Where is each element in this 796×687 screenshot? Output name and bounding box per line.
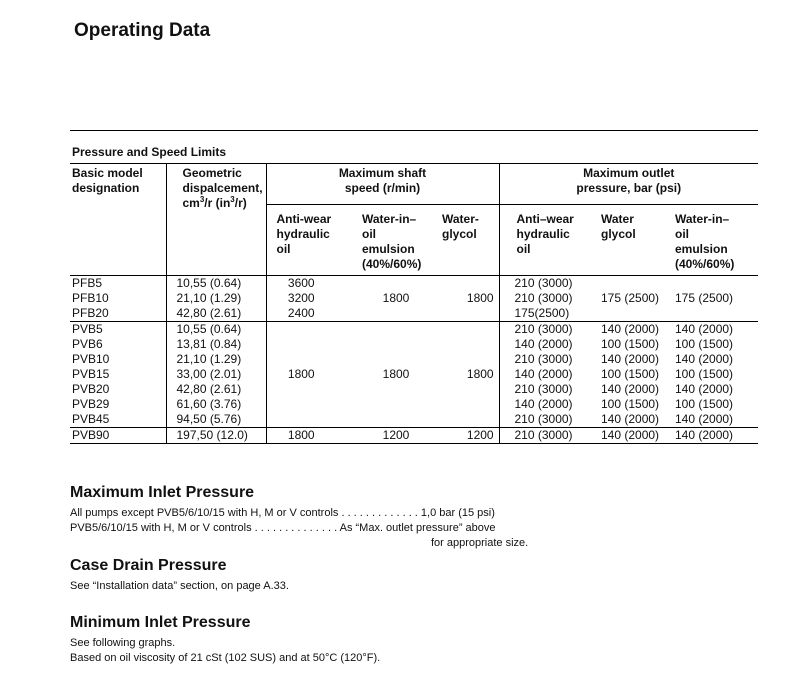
header-speed-water-in-oil: Water-in– oil emulsion (40%/60%) [350,205,430,276]
models-cell: PVB90 [72,428,110,442]
min-inlet-line-2: Based on oil viscosity of 21 cSt (102 SUS) and at 50°C (120°F). [70,652,381,664]
header-speed-antiwear: Anti-wear hydraulic oil [266,205,350,276]
table-row [70,428,758,444]
header-pressure-antiwear: Anti–wear hydraulic oil [499,205,583,276]
header-displacement: Geometric dispalcement, $cm^3/r$ $(in^3/r)$ [166,164,266,276]
pressure-antiwear-cell: 210 (3000) [499,428,583,444]
displacement-cell: 197,50 (12.0) [166,428,266,444]
models-cell: PFB5 PFB10 PFB20 [72,276,109,320]
pressure-water-glycol-cell: 140 (2000) 100 (1500) 140 (2000) 100 (1500) 140 (2000) 100 (1500) 140 (2000) [601,322,660,426]
speed-antiwear-cell: 3600 3200 2400 [266,276,350,322]
header-pressure-group: Maximum outlet pressure, bar (psi) [499,164,758,205]
pressure-water-in-oil-cell: 140 (2000) 100 (1500) 140 (2000) 100 (1500) 140 (2000) 100 (1500) 140 (2000) [675,322,734,426]
pressure-antiwear-cell: 210 (3000) 140 (2000) 210 (3000) 140 (2000) 210 (3000) 140 (2000) 210 (3000) [499,322,583,428]
header-speed-water-glycol: Water- glycol [430,205,499,276]
pressure-antiwear-cell: 210 (3000) 210 (3000) 175(2500) [499,276,583,322]
models-cell: PVB5 PVB6 PVB10 PVB15 PVB20 PVB29 PVB45 [72,322,110,426]
page-title: Operating Data [74,20,211,41]
pressure-speed-table [70,130,758,444]
speed-water-in-oil-cell: 1800 [382,291,410,305]
max-inlet-line-2: PVB5/6/10/15 with H, M or V controls . . . . . . . . . . . . . . As “Max. outlet pressure” above [70,522,496,534]
case-drain-section [70,556,760,594]
min-inlet-heading: Minimum Inlet Pressure [70,614,251,631]
min-inlet-section [70,613,760,666]
speed-water-in-oil-cell: 1200 [382,428,410,442]
table-row [70,276,758,322]
max-inlet-line-1: All pumps except PVB5/6/10/15 with H, M or V controls . . . . . . . . . . . . . 1,0 bar (15 psi) [70,507,495,519]
header-pressure-water-in-oil: Water-in– oil emulsion (40%/60%) [661,205,758,276]
speed-water-glycol-cell: 1800 [466,367,494,381]
max-inlet-line-3: for appropriate size. [431,537,529,549]
speed-water-glycol-cell: 1800 [466,291,494,305]
speed-antiwear-cell: 1800 [266,322,350,428]
max-inlet-heading: Maximum Inlet Pressure [70,484,255,501]
displacement-cell: 10,55 (0.64) 21,10 (1.29) 42,80 (2.61) [166,276,266,322]
pressure-water-in-oil-cell: 175 (2500) [675,291,734,305]
speed-antiwear-cell: 1800 [266,428,350,444]
case-drain-heading: Case Drain Pressure [70,557,227,574]
max-inlet-section [70,483,760,551]
case-drain-line-1: See “Installation data” section, on page A.33. [70,580,289,592]
min-inlet-line-1: See following graphs. [70,637,176,649]
displacement-cell: 10,55 (0.64) 13,81 (0.84) 21,10 (1.29) 33,00 (2.01) 42,80 (2.61) 61,60 (3.76) 94,50 (5.76) [166,322,266,428]
pressure-water-in-oil-cell: 140 (2000) [675,428,734,442]
pressure-water-glycol-cell: 175 (2500) [601,291,660,305]
speed-water-glycol-cell: 1200 [466,428,494,442]
header-pressure-water-glycol: Water glycol [583,205,661,276]
table-row [70,322,758,428]
header-speed-group: Maximum shaft speed (r/min) [266,164,499,205]
pressure-speed-table-wrap [70,130,758,444]
speed-water-in-oil-cell: 1800 [382,367,410,381]
table-caption: Pressure and Speed Limits [70,131,758,164]
pressure-water-glycol-cell: 140 (2000) [601,428,660,442]
header-model: Basic model designation [70,164,166,276]
